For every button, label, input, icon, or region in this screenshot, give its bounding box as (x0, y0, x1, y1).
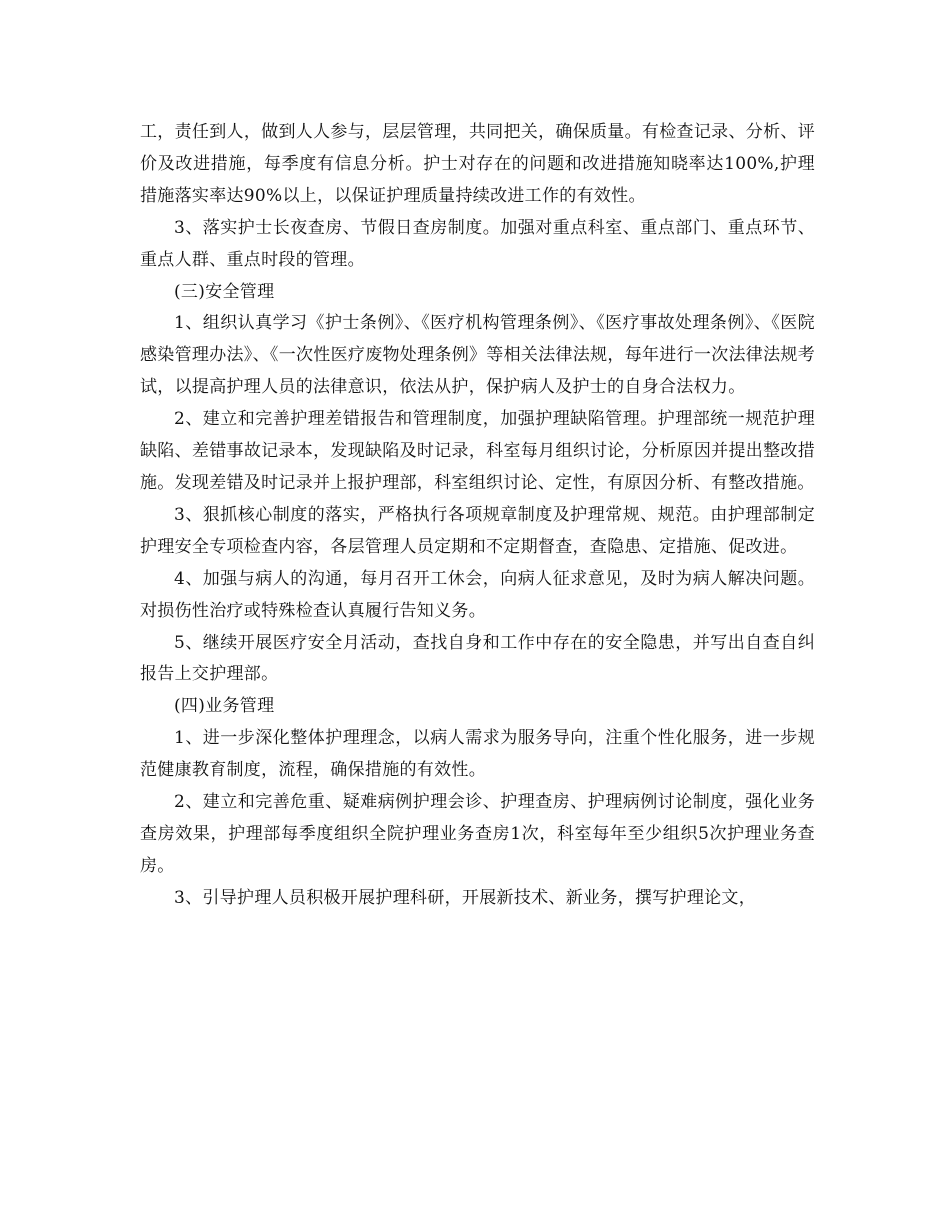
paragraph-continued-quality: 工，责任到人，做到人人参与，层层管理，共同把关，确保质量。有检查记录、分析、评价及改进措施，每季度有信息分析。护士对存在的问题和改进措施知晓率达100%,护理措施落实率达90%以上，以保证护理质量持续改进工作的有效性。 (140, 122, 815, 206)
paragraph-holistic-care: 1、进一步深化整体护理理念，以病人需求为服务导向，注重个性化服务，进一步规范健康教育制度，流程，确保措施的有效性。 (140, 728, 815, 781)
paragraph-law-study: 1、组织认真学习《护士条例》、《医疗机构管理条例》、《医疗事故处理条例》、《医院感染管理办法》、《一次性医疗废物处理条例》等相关法律法规，每年进行一次法律法规考试，以提高护理人员的法律意识，依法从护，保护病人及护士的自身合法权力。 (140, 313, 815, 398)
section-heading-business: (四)业务管理 (174, 696, 275, 717)
paragraph-night-rounds: 3、落实护士长夜查房、节假日查房制度。加强对重点科室、重点部门、重点环节、重点人群、重点时段的管理。 (140, 217, 815, 270)
paragraph-consultation-rounds: 2、建立和完善危重、疑难病例护理会诊、护理查房、护理病例讨论制度，强化业务查房效果，护理部每季度组织全院护理业务查房1次，科室每年至少组织5次护理业务查房。 (140, 792, 815, 876)
paragraph-nursing-research: 3、引导护理人员积极开展护理科研，开展新技术、新业务，撰写护理论文， (174, 887, 757, 908)
paragraph-patient-communication: 4、加强与病人的沟通，每月召开工休会，向病人征求意见，及时为病人解决问题。对损伤性治疗或特殊检查认真履行告知义务。 (140, 568, 815, 621)
paragraph-core-system: 3、狠抓核心制度的落实，严格执行各项规章制度及护理常规、规范。由护理部制定护理安全专项检查内容，各层管理人员定期和不定期督查，查隐患、定措施、促改进。 (140, 504, 815, 557)
paragraph-error-reporting: 2、建立和完善护理差错报告和管理制度，加强护理缺陷管理。护理部统一规范护理缺陷、差错事故记录本，发现缺陷及时记录，科室每月组织讨论，分析原因并提出整改措施。发现差错及时记录并上报护理部，科室组织讨论、定性，有原因分析、有整改措施。 (140, 409, 815, 493)
document-body (140, 117, 815, 915)
section-heading-safety: (三)安全管理 (174, 281, 275, 302)
paragraph-safety-month: 5、继续开展医疗安全月活动，查找自身和工作中存在的安全隐患，并写出自查自纠报告上交护理部。 (140, 632, 815, 685)
